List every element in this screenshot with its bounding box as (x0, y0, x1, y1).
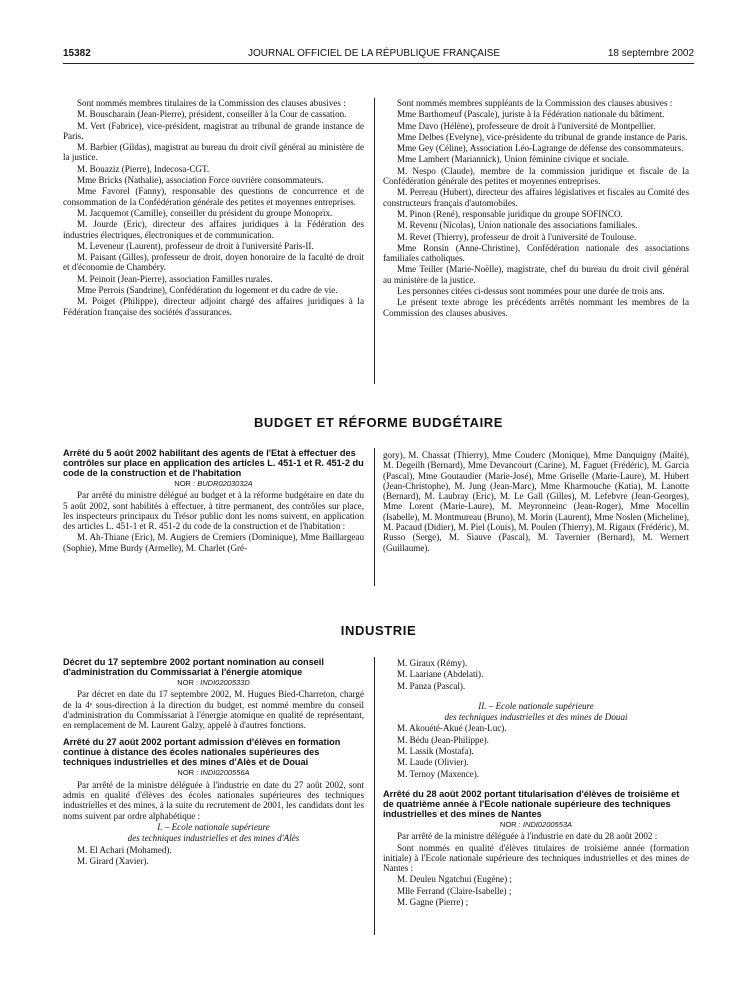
paragraph: M. Bouscharain (Jean-Pierre), président, conseiller à la Cour de cassation. (77, 109, 347, 120)
paragraph: M. Ah-Thiane (Eric), M. Augiers de Cremiers (Dominique), Mme Baillargeau (Sophie), Mme Burdy (Armelle), M. Charlet (Gré- (63, 532, 364, 553)
paragraph: Sont nommés en qualité d'élèves titulaires de troisième année (formation initiale) à l'Ecole nationale supérieure des techniques industrielles et des mines de Nantes : (383, 842, 689, 874)
paragraph: M. Perreau (Hubert), directeur des affaires législatives et fiscales au Comité des constructeurs français d'automobiles. (383, 187, 689, 208)
paragraph: Mme Favorel (Fanny), responsable des questions de concurrence et de consommation de la Confédération générale des petites et moyennes entreprises. (63, 186, 364, 207)
section-title-budget: BUDGET ET RÉFORME BUDGÉTAIRE (253, 415, 504, 430)
article-title: Décret du 17 septembre 2002 portant nomination au conseil d'administration du Commissariat à l'énergie atomique (63, 657, 324, 677)
school-heading: I. – Ecole nationale supérieure (157, 821, 270, 832)
paragraph: M. Bouaziz (Pierre), Indecosa-CGT. (77, 163, 210, 174)
paragraph: Sont nommés membres titulaires de la Commission des clauses abusives : (77, 98, 346, 108)
nor-reference: NOR : INDI0200553A (499, 819, 573, 829)
list-item: M. Deuleu Ngatchui (Eugène) ; (397, 874, 512, 885)
school-subheading: des techniques industrielles et des mines de Douai (444, 712, 628, 723)
industrie-right-column (383, 658, 689, 908)
paragraph: M. Pinon (René), responsable juridique du groupe SOFINCO. (397, 208, 623, 219)
article-title: Arrêté du 28 août 2002 portant titularisation d'élèves de troisième et de quatrième année à l'Ecole nationale supérieure des techniques industrielles et des mines de Nantes (383, 788, 680, 819)
paragraph: gory), M. Chassat (Thierry), Mme Couderc (Monique), Mme Danquigny (Maïté), M. Degeilh (Bernard), Mme Devancourt (Carine), M. Faguet (Frédéric), M. Garcia (Pascal), Mme Goutaudier (Marie-José), Mme Griselle (Marie-Laure), M. Hubert (Jean-Christophe), M. Jung (Jean-Marc), Mme Kharmouche (Katia), M. Lanotte (Bernard), M. Laubray (Eric), M. Le Gall (Gilles), M. Lefebvre (Jean-Georges), Mme Lorent (Marie-Laure), M. Meyronneinc (Jean-Roger), Mme Mocellin (Isabelle), M. Montmureau (Bruno), M. Morin (Laurent), Mme Noslen (Micheline), M. Pacaud (Didier), M. Piel (Louis), M. Poulen (Thierry), M. Rigaux (Frédéric), M. Russo (Serge), M. Siauve (Pascal), M. Tavernier (Bernard), M. Wernert (Guillaume). (383, 450, 689, 553)
paragraph: Mme Teiller (Marie-Noëlle), magistrate, chef du bureau du droit civil général au ministère de la justice. (383, 264, 689, 285)
list-item: M. Giraux (Rémy). (397, 658, 468, 668)
list-item: M. Akouété-Akué (Jean-Luc). (397, 723, 507, 734)
paragraph: Par arrêté de la ministre déléguée à l'industrie en date du 28 août 2002 : (397, 831, 658, 842)
budget-right-column (383, 450, 689, 554)
paragraph: Les personnes citées ci-dessus sont nommées pour une durée de trois ans. (397, 286, 665, 297)
column-divider (374, 98, 375, 384)
paragraph: Par décret en date du 17 septembre 2002, M. Hugues Bied-Charreton, chargé de la 4ᵉ sous-direction à la direction du budget, est nommé membre du conseil d'administration du Commissariat à l'énergie atomique en qualité de représentant, en remplacement de M. Laurent Galzy, appelé à d'autres fonctions. (63, 689, 364, 731)
journal-title: JOURNAL OFFICIEL DE LA RÉPUBLIQUE FRANÇAISE (248, 48, 501, 59)
list-item: M. Bédu (Jean-Philippe). (397, 734, 489, 745)
list-item: M. El Achari (Mohamed). (77, 844, 172, 855)
paragraph: Mme Perrois (Sandrine), Confédération du logement et du cadre de vie. (77, 285, 338, 296)
suppleants-column (383, 98, 689, 319)
list-item: M. Gagne (Pierre) ; (397, 897, 469, 908)
school-subheading: des techniques industrielles et des mines d'Alès (127, 833, 300, 844)
paragraph: M. Jacquemot (Camille), conseiller du président du groupe Monoprix. (77, 207, 333, 218)
paragraph: M. Paisant (Gilles), professeur de droit, doyen honoraire de la faculté de droit et d'économie de Chambéry. (63, 252, 364, 273)
list-item: M. Laariane (Abdelati). (397, 669, 484, 680)
list-item: M. Ternoy (Maxence). (397, 768, 480, 779)
article-title: Arrêté du 27 août 2002 portant admission d'élèves en formation continue à distance des écoles nationales supérieures des techniques industrielles et des mines d'Alès et de Douai (63, 737, 341, 768)
paragraph: M. Revet (Thierry), professeur de droit à l'université de Toulouse. (397, 231, 637, 242)
paragraph: M. Vert (Fabrice), vice-président, magistrat au tribunal de grande instance de Paris. (63, 120, 364, 141)
paragraph: Mme Barthomeuf (Pascale), juriste à la Fédération nationale du bâtiment. (397, 109, 665, 120)
paragraph: Mme Davo (Hélène), professeure de droit à l'université de Montpellier. (397, 120, 656, 131)
titulaires-column (63, 98, 364, 318)
paragraph: Par arrêté du ministre délégué au budget et à la réforme budgétaire en date du 5 août 2002, sont habilités à effectuer, à titre permanent, des contrôles sur place, les inspecteurs principaux du Trésor public dont les noms suivent, en application des articles L. 451-1 et R. 451-2 du code de la construction et de l'habitation : (63, 490, 364, 532)
paragraph: Mme Ronsin (Anne-Christine), Confédération nationale des associations familiales catholiques. (383, 242, 689, 264)
nor-reference: NOR : INDI0200556A (177, 768, 250, 778)
paragraph: Mme Bricks (Nathalie), association Force ouvrière consommateurs. (77, 175, 324, 186)
paragraph: M. Peinoit (Jean-Pierre), association Familles rurales. (77, 273, 273, 284)
budget-left-column (63, 448, 364, 554)
industrie-left-column (63, 657, 364, 867)
issue-date: 18 septembre 2002 (607, 48, 694, 59)
list-item: M. Girard (Xavier). (77, 855, 149, 866)
page-number: 15382 (63, 48, 91, 59)
paragraph: M. Barbier (Gildas), magistrat au bureau du droit civil général au ministère de la justice. (63, 142, 364, 163)
list-item: M. Lassik (Mostafa). (397, 746, 474, 757)
paragraph: Mme Lambert (Mariannick), Union féminine civique et sociale. (397, 154, 630, 165)
paragraph: M. Jourde (Eric), directeur des affaires juridiques à la Fédération des industries électriques, électroniques et de communication. (63, 219, 364, 240)
list-item: M. Panza (Pascal). (397, 680, 466, 691)
paragraph: M. Nespo (Claude), membre de la commission juridique et fiscale de la Confédération générale des petites et moyennes entreprises. (383, 165, 689, 187)
paragraph: Mme Delbes (Evelyne), vice-présidente du tribunal de grande instance de Paris. (397, 131, 688, 142)
school-heading: II. – Ecole nationale supérieure (478, 700, 594, 711)
paragraph: Le présent texte abroge les précédents arrêtés nommant les membres de la Commission des clauses abusives. (383, 297, 689, 318)
column-divider (374, 448, 375, 586)
nor-reference: NOR : INDI0200533D (177, 678, 250, 687)
paragraph: M. Poiget (Philippe), directeur adjoint chargé des affaires juridiques à la Fédération française des sociétés d'assurances. (63, 296, 364, 317)
nor-reference: NOR : BUDR0203032A (174, 479, 253, 488)
column-divider (374, 657, 375, 935)
paragraph: M. Leveneur (Laurent), professeur de droit à l'université Paris-II. (77, 240, 314, 251)
list-item: M. Laude (Olivier). (397, 757, 469, 768)
section-title-industrie: INDUSTRIE (340, 623, 417, 638)
paragraph: M. Revenu (Nicolas), Union nationale des associations familiales. (397, 220, 638, 231)
paragraph: Mme Gey (Céline), Association Léo-Lagrange de défense des consommateurs. (397, 143, 684, 154)
paragraph: Sont nommés membres suppléants de la Commission des clauses abusives : (397, 98, 673, 108)
header-rule (63, 63, 694, 64)
list-item: Mlle Ferrand (Claire-Isabelle) ; (397, 885, 512, 896)
paragraph: Par arrêté de la ministre déléguée à l'industrie en date du 27 août 2002, sont admis en qualité d'élèves des écoles nationales supérieures des techniques industrielles et des mines, à la suite du recrutement de 2001, les candidats dont les noms suivent par ordre alphabétique : (63, 779, 364, 821)
article-title: Arrêté du 5 août 2002 habilitant des agents de l'Etat à effectuer des contrôles sur place en application des articles L. 451-1 et R. 451-2 du code de la construction et de l'habitation (63, 448, 364, 478)
